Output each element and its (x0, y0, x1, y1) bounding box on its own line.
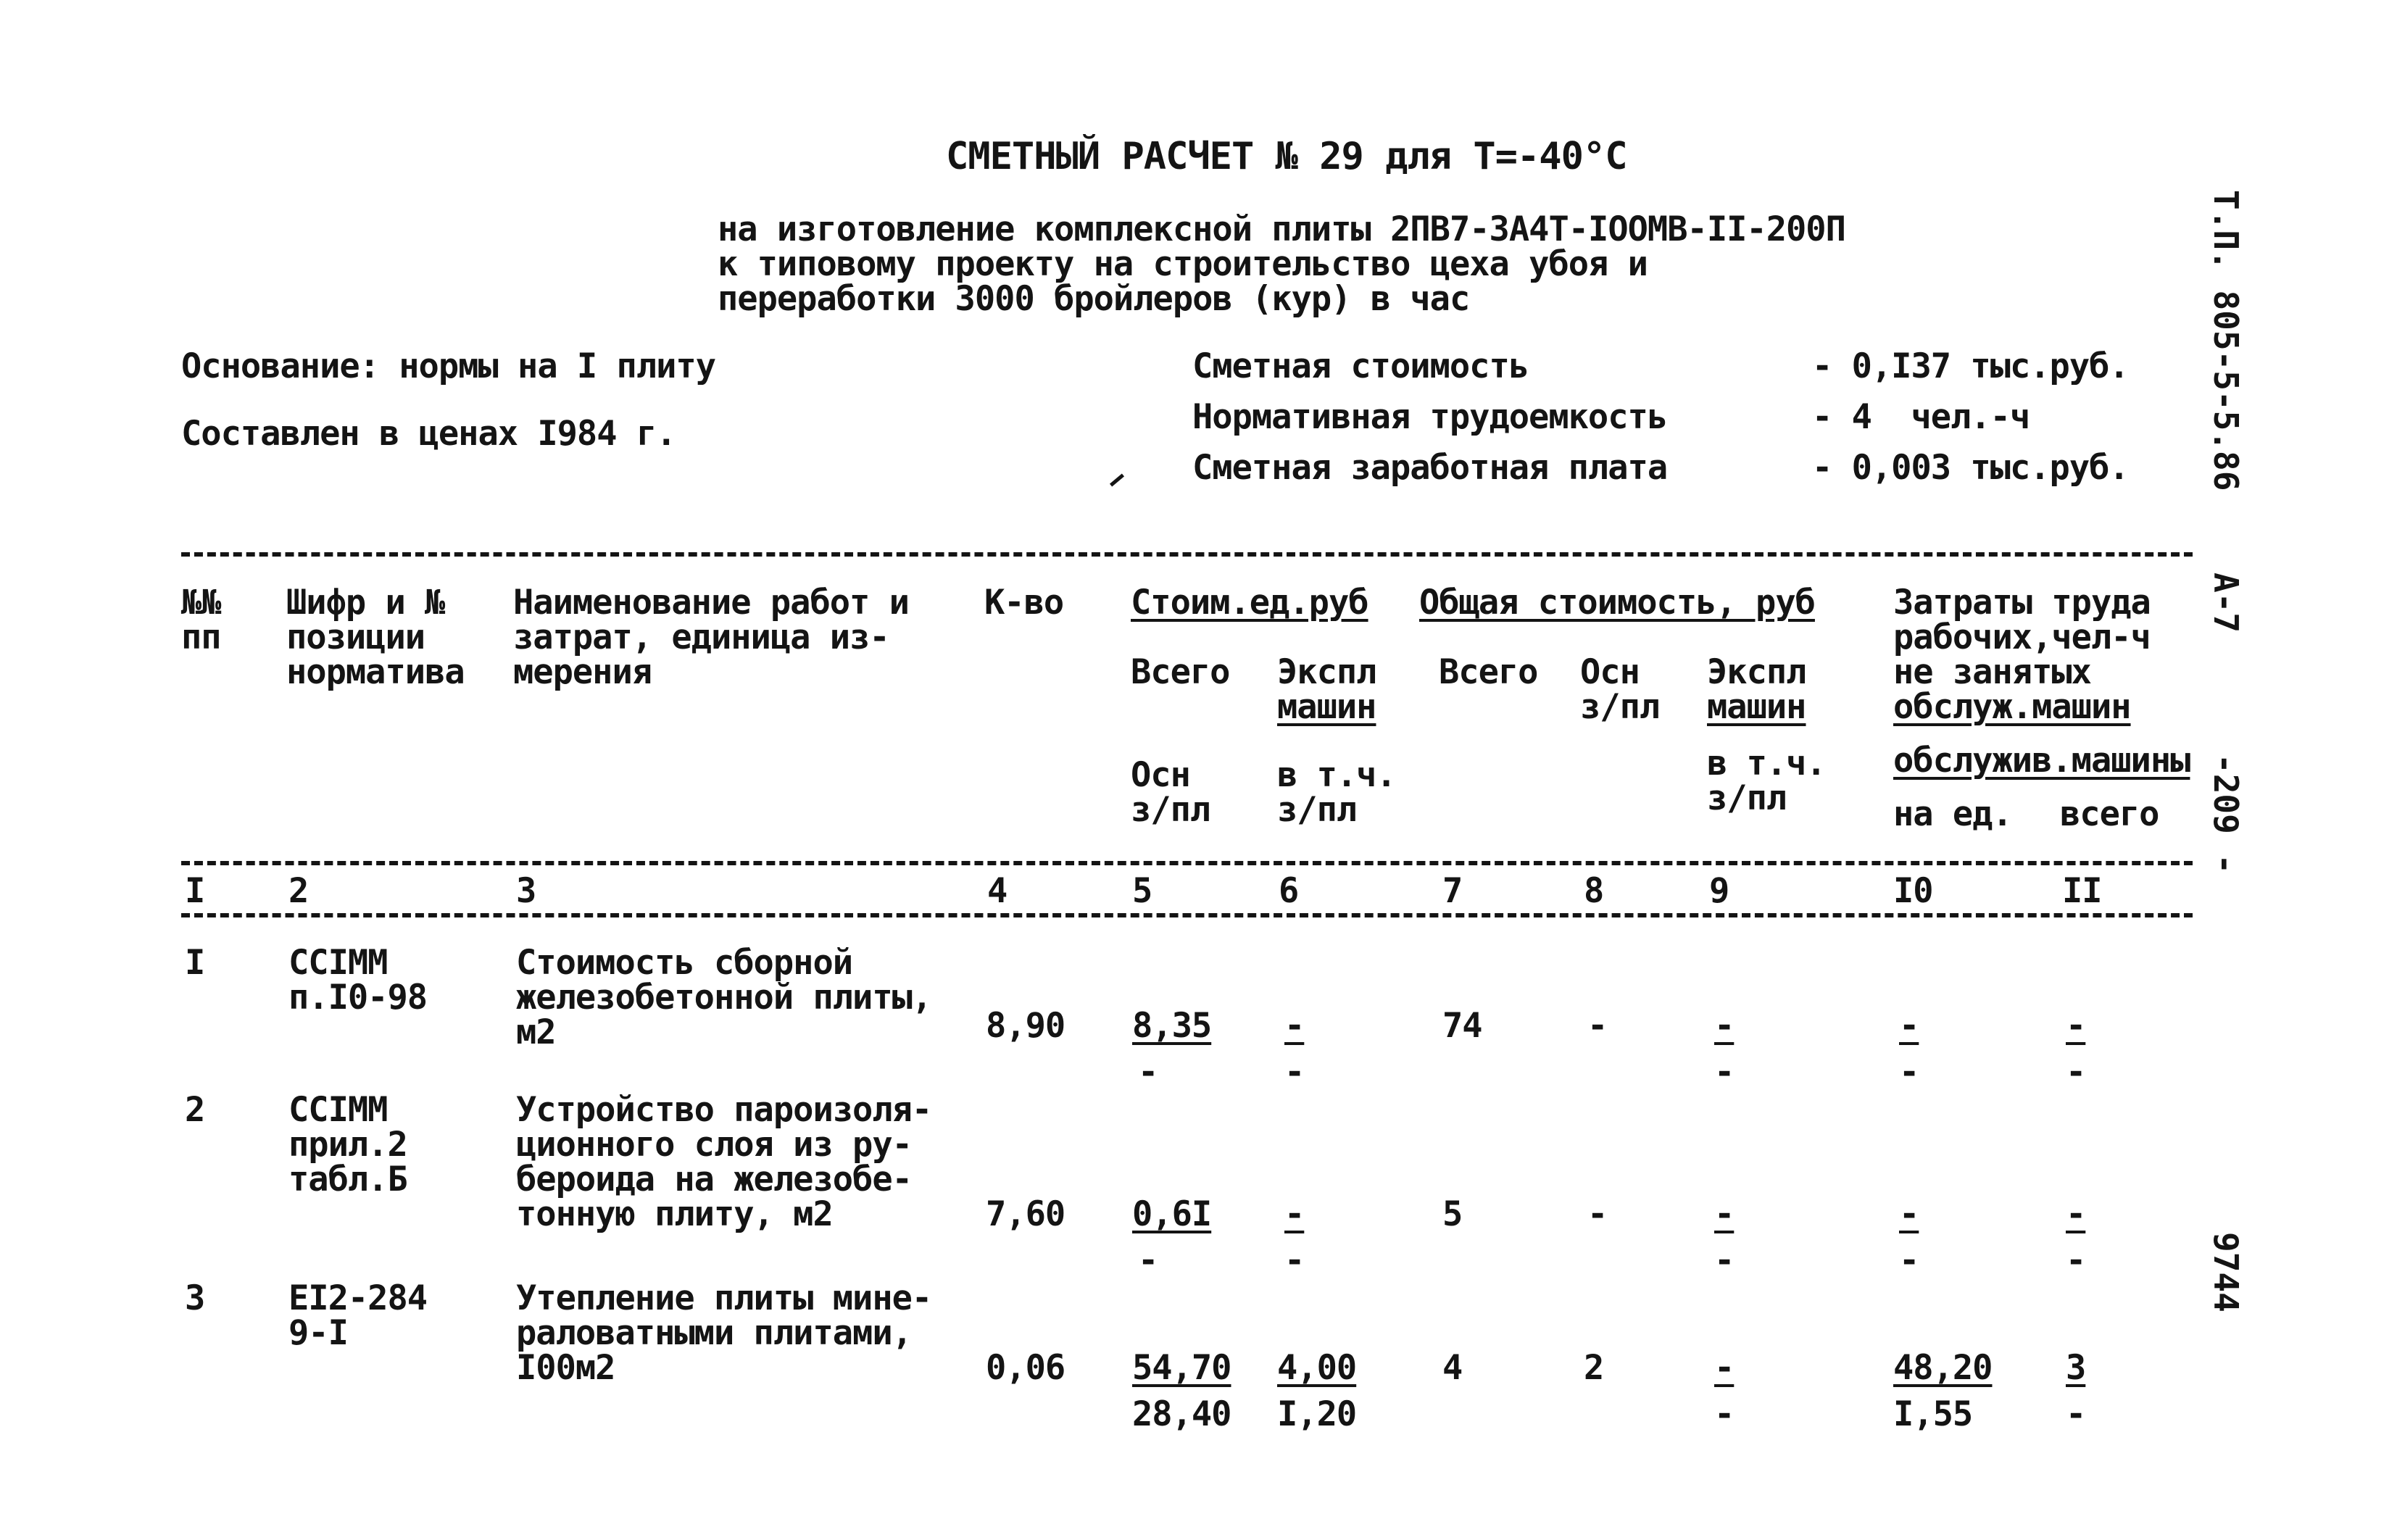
row3-name-1: Утепление плиты мине- (516, 1278, 932, 1318)
row3-code-2: 9-I (288, 1313, 348, 1353)
row2-code-1: ССIММ (288, 1090, 388, 1130)
row2-total-base: - (1587, 1194, 1608, 1234)
table-top-rule (181, 552, 2193, 557)
row3-qty: 0,06 (986, 1348, 1065, 1388)
row1-code-2: п.I0-98 (288, 978, 428, 1017)
labor-group-line3: не занятых (1893, 652, 2091, 692)
column-number: 2 (288, 871, 309, 911)
row1-labor-total: - (2066, 1006, 2086, 1046)
row1-number: I (185, 943, 205, 983)
number-row-rule (181, 913, 2193, 917)
col9-header-bottom-1: в т.ч. (1707, 744, 1826, 783)
prices-line: Составлен в ценах I984 г. (181, 414, 676, 454)
row3-unit-total-sub: 28,40 (1132, 1394, 1231, 1434)
row3-total-mach-sub: - (1714, 1394, 1735, 1434)
col3-header-line2: затрат, единица из- (513, 617, 889, 657)
row2-total-mach-sub: - (1714, 1241, 1735, 1281)
column-number: 3 (516, 871, 536, 911)
column-number: II (2062, 871, 2102, 911)
row2-labor-unit: - (1899, 1194, 1919, 1234)
row2-number: 2 (185, 1090, 205, 1130)
row3-labor-total: 3 (2066, 1348, 2086, 1388)
col2-header-line3: норматива (286, 652, 465, 692)
row1-total: 74 (1442, 1006, 1482, 1046)
row1-name-2: железобетонной плиты, (516, 978, 932, 1017)
col11-header: всего (2060, 794, 2159, 834)
col2-header-line2: позиции (286, 617, 425, 657)
subtitle-line-2: к типовому проекту на строительство цеха убоя и (718, 244, 1648, 284)
row3-total: 4 (1442, 1348, 1463, 1388)
row1-labor-unit: - (1899, 1006, 1919, 1046)
col5-header-bottom-1: Осн (1131, 755, 1190, 795)
col8-header-1: Осн (1580, 652, 1640, 692)
col4-header: К-во (984, 583, 1064, 623)
row3-number: 3 (185, 1278, 205, 1318)
row2-qty: 7,60 (986, 1194, 1065, 1234)
col3-header-line1: Наименование работ и (513, 583, 909, 623)
col8-header-2: з/пл (1580, 687, 1660, 727)
row3-labor-total-sub: - (2066, 1394, 2086, 1434)
row1-unit-mach: - (1284, 1006, 1305, 1046)
column-number: 7 (1442, 871, 1463, 911)
summary-value-labor: - 4 чел.-ч (1812, 397, 2030, 437)
row2-name-4: тонную плиту, м2 (516, 1194, 833, 1234)
column-number: 6 (1279, 871, 1299, 911)
row2-total: 5 (1442, 1194, 1463, 1234)
column-number: 4 (987, 871, 1008, 911)
col7-header: Всего (1439, 652, 1538, 692)
row1-labor-total-sub: - (2066, 1052, 2086, 1092)
row2-name-2: ционного слоя из ру- (516, 1125, 912, 1165)
row1-total-mach-sub: - (1714, 1052, 1735, 1092)
column-number: I0 (1893, 871, 1933, 911)
labor-group-line2: рабочих,чел-ч (1893, 617, 2151, 657)
col10-header: на ед. (1893, 794, 2012, 834)
pen-mark (1110, 474, 1124, 487)
subtitle-line-3: переработки 3000 бройлеров (кур) в час (718, 279, 1470, 319)
row1-qty: 8,90 (986, 1006, 1065, 1046)
column-number: 9 (1709, 871, 1729, 911)
labor-subheader-1: обслуж.машин (1893, 687, 2131, 727)
row2-unit-mach-sub: - (1284, 1241, 1305, 1281)
col5-header-bottom-2: з/пл (1131, 790, 1210, 830)
side-project-code: Т.П. 805-5-5.86 (2206, 190, 2246, 491)
summary-value-cost: - 0,I37 тыс.руб. (1812, 346, 2129, 386)
row1-unit-mach-sub: - (1284, 1052, 1305, 1092)
summary-label-wage: Сметная заработная плата (1192, 448, 1668, 488)
row2-name-3: бероида на железобе- (516, 1160, 912, 1199)
column-number: I (185, 871, 205, 911)
column-number: 8 (1584, 871, 1604, 911)
row3-total-base: 2 (1584, 1348, 1604, 1388)
row1-labor-unit-sub: - (1899, 1052, 1919, 1092)
side-page-number: -209 - (2206, 754, 2246, 875)
row3-code-1: EI2-284 (288, 1278, 428, 1318)
row2-total-mach: - (1714, 1194, 1735, 1234)
row2-labor-unit-sub: - (1899, 1241, 1919, 1281)
row1-total-mach: - (1714, 1006, 1735, 1046)
column-number: 5 (1132, 871, 1152, 911)
row3-unit-mach-sub: I,20 (1277, 1394, 1357, 1434)
summary-label-cost: Сметная стоимость (1192, 346, 1529, 386)
row1-total-base: - (1587, 1006, 1608, 1046)
row3-name-3: I00м2 (516, 1348, 615, 1388)
side-stamp: 9744 (2206, 1232, 2246, 1312)
row2-unit-total: 0,6I (1132, 1194, 1212, 1234)
header-bottom-rule (181, 861, 2193, 865)
col9-header-top-2: машин (1707, 687, 1806, 727)
summary-label-labor: Нормативная трудоемкость (1192, 397, 1668, 437)
row3-total-mach: - (1714, 1348, 1735, 1388)
row2-labor-total-sub: - (2066, 1241, 2086, 1281)
labor-subheader-2: обслужив.машины (1893, 741, 2190, 781)
row2-code-3: табл.Б (288, 1160, 407, 1199)
col9-header-top-1: Экспл (1707, 652, 1806, 692)
col6-header-bottom-2: з/пл (1277, 790, 1357, 830)
col1-header-line2: пп (181, 617, 221, 657)
row2-unit-total-sub: - (1138, 1241, 1158, 1281)
row2-name-1: Устройство пароизоля- (516, 1090, 932, 1130)
row3-labor-unit-sub: I,55 (1893, 1394, 1973, 1434)
row3-labor-unit: 48,20 (1893, 1348, 1993, 1388)
col6-header-bottom-1: в т.ч. (1277, 755, 1396, 795)
row2-unit-mach: - (1284, 1194, 1305, 1234)
row3-name-2: раловатными плитами, (516, 1313, 912, 1353)
row3-unit-mach: 4,00 (1277, 1348, 1357, 1388)
labor-group-line1: Затраты труда (1893, 583, 2151, 623)
basis-line: Основание: нормы на I плиту (181, 346, 716, 386)
col2-header-line1: Шифр и № (286, 583, 445, 623)
total-cost-group-header: Общая стоимость, руб (1419, 583, 1815, 623)
subtitle-line-1: на изготовление комплексной плиты 2ПВ7-ЗА4Т-IOOМВ-II-200П (718, 209, 1845, 249)
col6-header-top-2: машин (1277, 687, 1376, 727)
row1-unit-total: 8,35 (1132, 1006, 1212, 1046)
side-album: А-7 (2206, 573, 2246, 633)
row1-code-1: ССIММ (288, 943, 388, 983)
unit-cost-group-header: Стоим.ед.руб (1131, 583, 1368, 623)
col1-header-line1: №№ (181, 583, 221, 623)
row2-labor-total: - (2066, 1194, 2086, 1234)
row3-unit-total: 54,70 (1132, 1348, 1231, 1388)
col9-header-bottom-2: з/пл (1707, 778, 1787, 818)
row2-code-2: прил.2 (288, 1125, 407, 1165)
col6-header-top-1: Экспл (1277, 652, 1376, 692)
col3-header-line3: мерения (513, 652, 652, 692)
page-title: СМЕТНЫЙ РАСЧЕТ № 29 для Т=-40°С (946, 135, 1627, 178)
row1-name-3: м2 (516, 1012, 556, 1052)
row1-unit-total-sub: - (1138, 1052, 1158, 1092)
summary-value-wage: - 0,003 тыс.руб. (1812, 448, 2129, 488)
row1-name-1: Стоимость сборной (516, 943, 853, 983)
col5-header-top: Всего (1131, 652, 1230, 692)
